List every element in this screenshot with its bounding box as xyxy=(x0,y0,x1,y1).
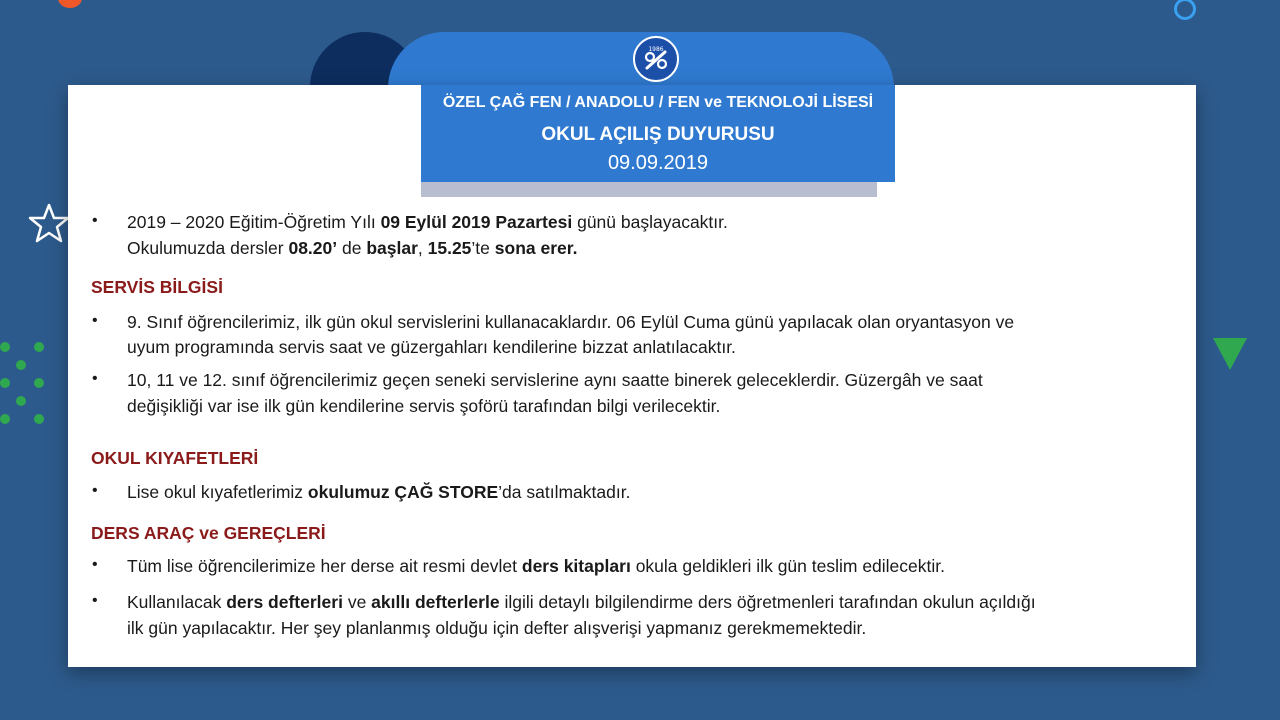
bullet: • xyxy=(92,592,98,609)
bullet: • xyxy=(92,556,98,573)
servis-item-1-line-2: uyum programında servis saat ve güzergahları kendilerine bizzat anlatılacaktır. xyxy=(127,337,736,357)
ders-item-2-line-2: ilk gün yapılacaktır. Her şey planlanmış olduğu için defter alışverişi yapmanız gerekmemektedir. xyxy=(127,618,867,638)
school-name: ÖZEL ÇAĞ FEN / ANADOLU / FEN ve TEKNOLOJİ LİSESİ xyxy=(442,94,874,111)
servis-item-2-line-2: değişikliği var ise ilk gün kendilerine servis şoförü tarafından bilgi verilecektir. xyxy=(127,396,721,416)
ders-item-1: Tüm lise öğrencilerimize her derse ait resmi devlet ders kitapları okula geldikleri ilk gün teslim edilecektir. xyxy=(127,556,945,576)
servis-item-1-line-1: 9. Sınıf öğrencilerimiz, ilk gün okul servislerini kullanacaklardır. 06 Eylül Cuma günü yapılacak olan oryantasyon ve xyxy=(127,312,1015,332)
bullet: • xyxy=(92,212,98,229)
intro-line-2: Okulumuzda dersler 08.20’ de başlar, 15.25’te sona erer. xyxy=(127,238,578,258)
bullet: • xyxy=(92,482,98,499)
section-heading-kiyafet: OKUL KIYAFETLERİ xyxy=(91,448,259,468)
bullet: • xyxy=(92,370,98,387)
servis-item-2-line-1: 10, 11 ve 12. sınıf öğrencilerimiz geçen seneki servislerine aynı saatte binerek geleceklerdir. Güzergâh ve saat xyxy=(127,370,983,390)
section-heading-ders: DERS ARAÇ ve GEREÇLERİ xyxy=(91,523,326,543)
logo-year: 1986 xyxy=(648,46,664,53)
section-heading-servis: SERVİS BİLGİSİ xyxy=(91,277,223,297)
kiyafet-item: Lise okul kıyafetlerimiz okulumuz ÇAĞ STORE’da satılmaktadır. xyxy=(127,482,631,502)
ders-item-2-line-1: Kullanılacak ders defterleri ve akıllı defterlerle ilgili detaylı bilgilendirme ders öğretmenleri tarafından okulun açıldığı xyxy=(127,592,1036,612)
bullet: • xyxy=(92,312,98,329)
announcement-title: OKUL AÇILIŞ DUYURUSU xyxy=(541,124,775,145)
announcement-date: 09.09.2019 xyxy=(607,152,709,174)
intro-line-1: 2019 – 2020 Eğitim-Öğretim Yılı 09 Eylül 2019 Pazartesi günü başlayacaktır. xyxy=(127,212,728,232)
